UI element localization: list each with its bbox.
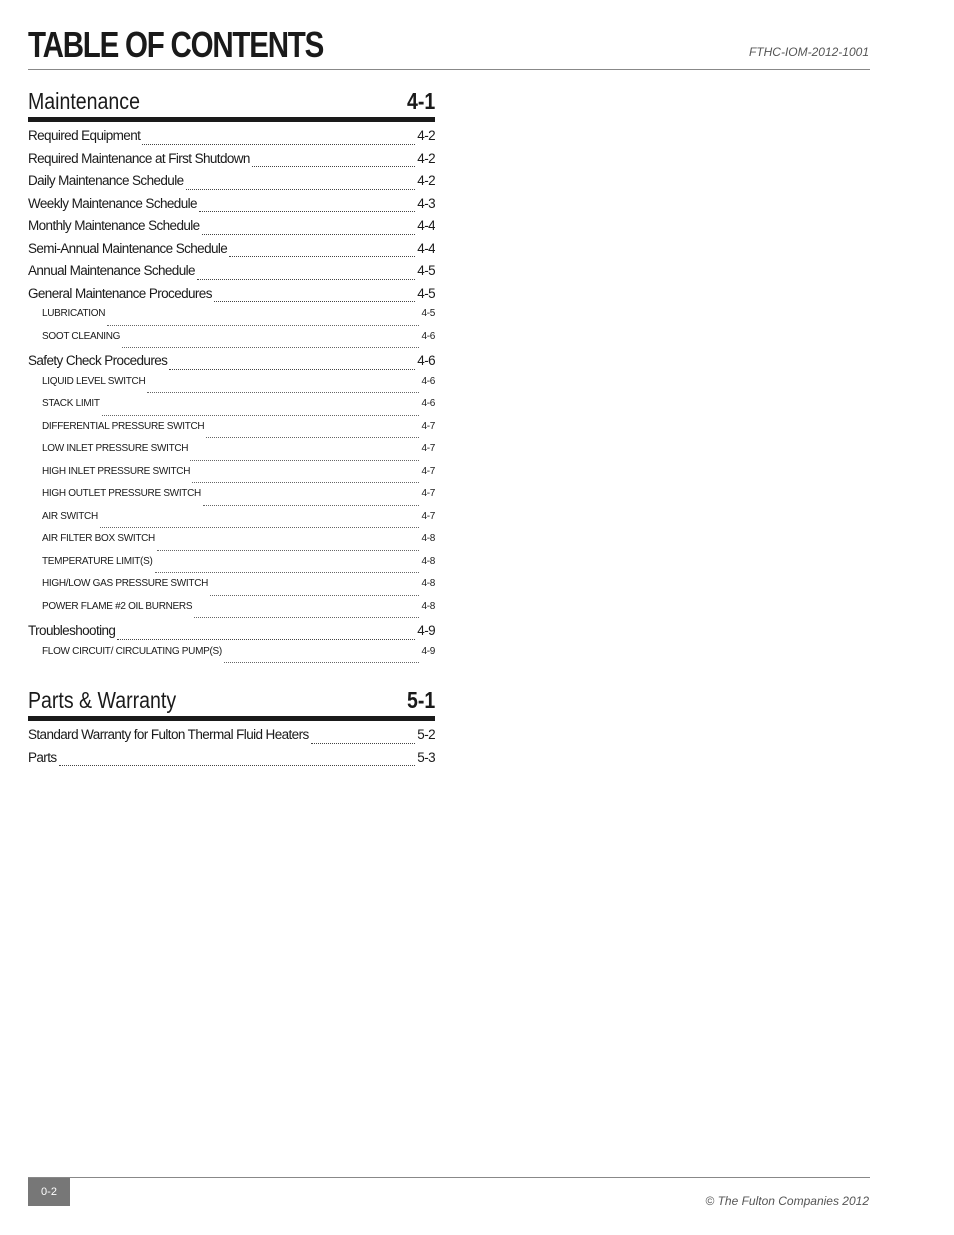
entry-page-number: 4-9	[421, 645, 435, 657]
entry-page-number: 4-5	[417, 263, 435, 278]
entry-label: Parts	[28, 749, 57, 765]
dot-leader	[155, 572, 420, 573]
toc-entry[interactable]	[28, 241, 435, 264]
header-divider	[28, 69, 870, 70]
toc-subentry[interactable]	[28, 376, 435, 399]
entry-label: AIR SWITCH	[42, 510, 98, 522]
section-page-number: 5-1	[406, 687, 435, 713]
toc-entry[interactable]	[28, 727, 435, 750]
entry-page-number: 4-2	[417, 128, 435, 143]
footer-divider	[28, 1177, 870, 1178]
dot-leader	[190, 460, 419, 461]
section-title: Maintenance	[28, 88, 140, 114]
entry-page-number: 4-6	[421, 375, 435, 387]
entry-page-number: 4-7	[421, 443, 435, 454]
toc-subentry[interactable]	[28, 331, 435, 354]
entry-label: Monthly Maintenance Schedule	[28, 218, 200, 233]
toc-entry[interactable]	[28, 623, 435, 646]
toc-subentry[interactable]	[28, 578, 435, 601]
toc-subentry[interactable]	[28, 533, 435, 556]
entry-label: Daily Maintenance Schedule	[28, 173, 184, 188]
dot-leader	[122, 347, 419, 348]
copyright-notice: © The Fulton Companies 2012	[705, 1194, 869, 1208]
entry-label: LIQUID LEVEL SWITCH	[42, 375, 146, 387]
toc-entry[interactable]	[28, 218, 435, 241]
dot-leader	[102, 415, 420, 416]
toc-subentry[interactable]	[28, 488, 435, 511]
dot-leader	[210, 595, 419, 596]
section-maintenance	[28, 88, 435, 668]
toc-subentry[interactable]	[28, 511, 435, 534]
entry-page-number: 4-5	[417, 285, 435, 301]
dot-leader	[117, 639, 415, 640]
entry-page-number: 4-2	[417, 173, 435, 188]
toc-entry[interactable]	[28, 353, 435, 376]
dot-leader	[100, 527, 420, 528]
entry-label: Troubleshooting	[28, 623, 116, 638]
entry-page-number: 4-7	[421, 488, 435, 499]
entry-page-number: 4-9	[417, 623, 435, 638]
dot-leader	[206, 437, 419, 438]
entry-page-number: 4-2	[417, 150, 435, 166]
dot-leader	[199, 211, 415, 212]
entry-label: Standard Warranty for Fulton Thermal Fluid Heaters	[28, 727, 309, 742]
dot-leader	[194, 617, 419, 618]
entry-page-number: 4-8	[421, 555, 435, 567]
dot-leader	[169, 369, 415, 370]
entry-page-number: 4-6	[421, 398, 435, 409]
entry-label: SOOT CLEANING	[42, 330, 121, 342]
entry-page-number: 4-5	[421, 308, 435, 319]
entry-label: LOW INLET PRESSURE SWITCH	[42, 443, 189, 454]
toc-subentry[interactable]	[28, 308, 435, 331]
entry-label: Required Maintenance at First Shutdown	[28, 150, 250, 166]
entry-label: POWER FLAME #2 OIL BURNERS	[42, 600, 193, 612]
page-title: TABLE OF CONTENTS	[28, 24, 324, 65]
document-id: FTHC-IOM-2012-1001	[748, 45, 869, 59]
entry-page-number: 4-7	[421, 465, 435, 477]
toc-entry[interactable]	[28, 263, 435, 286]
entry-page-number: 5-2	[417, 727, 435, 742]
dot-leader	[229, 256, 415, 257]
dot-leader	[157, 550, 419, 551]
dot-leader	[59, 765, 416, 766]
entry-label: Annual Maintenance Schedule	[28, 263, 195, 278]
toc-entries	[28, 727, 435, 772]
entry-page-number: 4-7	[421, 510, 435, 522]
entry-label: Safety Check Procedures	[28, 353, 168, 368]
section-heading	[28, 687, 435, 721]
dot-leader	[252, 166, 415, 167]
entry-label: Required Equipment	[28, 128, 141, 143]
toc-subentry[interactable]	[28, 421, 435, 444]
entry-label: FLOW CIRCUIT/ CIRCULATING PUMP(S)	[42, 645, 222, 657]
toc-subentry[interactable]	[28, 601, 435, 624]
toc-subentry[interactable]	[28, 443, 435, 466]
entry-page-number: 4-8	[421, 533, 435, 544]
toc-entries	[28, 128, 435, 668]
dot-leader	[224, 662, 420, 663]
toc-subentry[interactable]	[28, 556, 435, 579]
entry-label: DIFFERENTIAL PRESSURE SWITCH	[42, 420, 205, 432]
entry-label: Weekly Maintenance Schedule	[28, 195, 197, 211]
entry-label: STACK LIMIT	[42, 398, 100, 409]
entry-page-number: 4-6	[421, 330, 435, 342]
section-page-number: 4-1	[406, 88, 435, 114]
toc-subentry[interactable]	[28, 466, 435, 489]
entry-label: General Maintenance Procedures	[28, 285, 212, 301]
dot-leader	[142, 144, 415, 145]
entry-label: HIGH INLET PRESSURE SWITCH	[42, 465, 191, 477]
entry-page-number: 4-4	[417, 218, 435, 233]
page-number-badge: 0-2	[28, 1178, 70, 1206]
dot-leader	[186, 189, 416, 190]
entry-label: HIGH/LOW GAS PRESSURE SWITCH	[42, 578, 209, 589]
entry-page-number: 4-8	[421, 578, 435, 589]
entry-label: HIGH OUTLET PRESSURE SWITCH	[42, 488, 201, 499]
toc-entry[interactable]	[28, 128, 435, 151]
entry-label: Semi-Annual Maintenance Schedule	[28, 240, 228, 256]
dot-leader	[203, 505, 419, 506]
dot-leader	[192, 482, 419, 483]
section-parts-warranty	[28, 687, 435, 772]
dot-leader	[311, 743, 416, 744]
toc-entry[interactable]	[28, 286, 435, 309]
dot-leader	[107, 325, 419, 326]
entry-page-number: 4-7	[421, 420, 435, 432]
entry-page-number: 4-8	[421, 600, 435, 612]
entry-page-number: 4-6	[417, 353, 435, 368]
toc-entry[interactable]	[28, 173, 435, 196]
toc-entry[interactable]	[28, 151, 435, 174]
dot-leader	[202, 234, 416, 235]
entry-label: AIR FILTER BOX SWITCH	[42, 533, 155, 544]
toc-entry[interactable]	[28, 750, 435, 773]
section-title: Parts & Warranty	[28, 687, 177, 713]
entry-page-number: 4-4	[417, 240, 435, 256]
dot-leader	[214, 301, 415, 302]
entry-page-number: 4-3	[417, 195, 435, 211]
toc-entry[interactable]	[28, 196, 435, 219]
section-heading	[28, 88, 435, 122]
entry-label: LUBRICATION	[42, 308, 106, 319]
toc-subentry[interactable]	[28, 398, 435, 421]
dot-leader	[147, 392, 419, 393]
dot-leader	[197, 279, 415, 280]
entry-label: TEMPERATURE LIMIT(S)	[42, 555, 153, 567]
toc-subentry[interactable]	[28, 646, 435, 669]
entry-page-number: 5-3	[417, 749, 435, 765]
